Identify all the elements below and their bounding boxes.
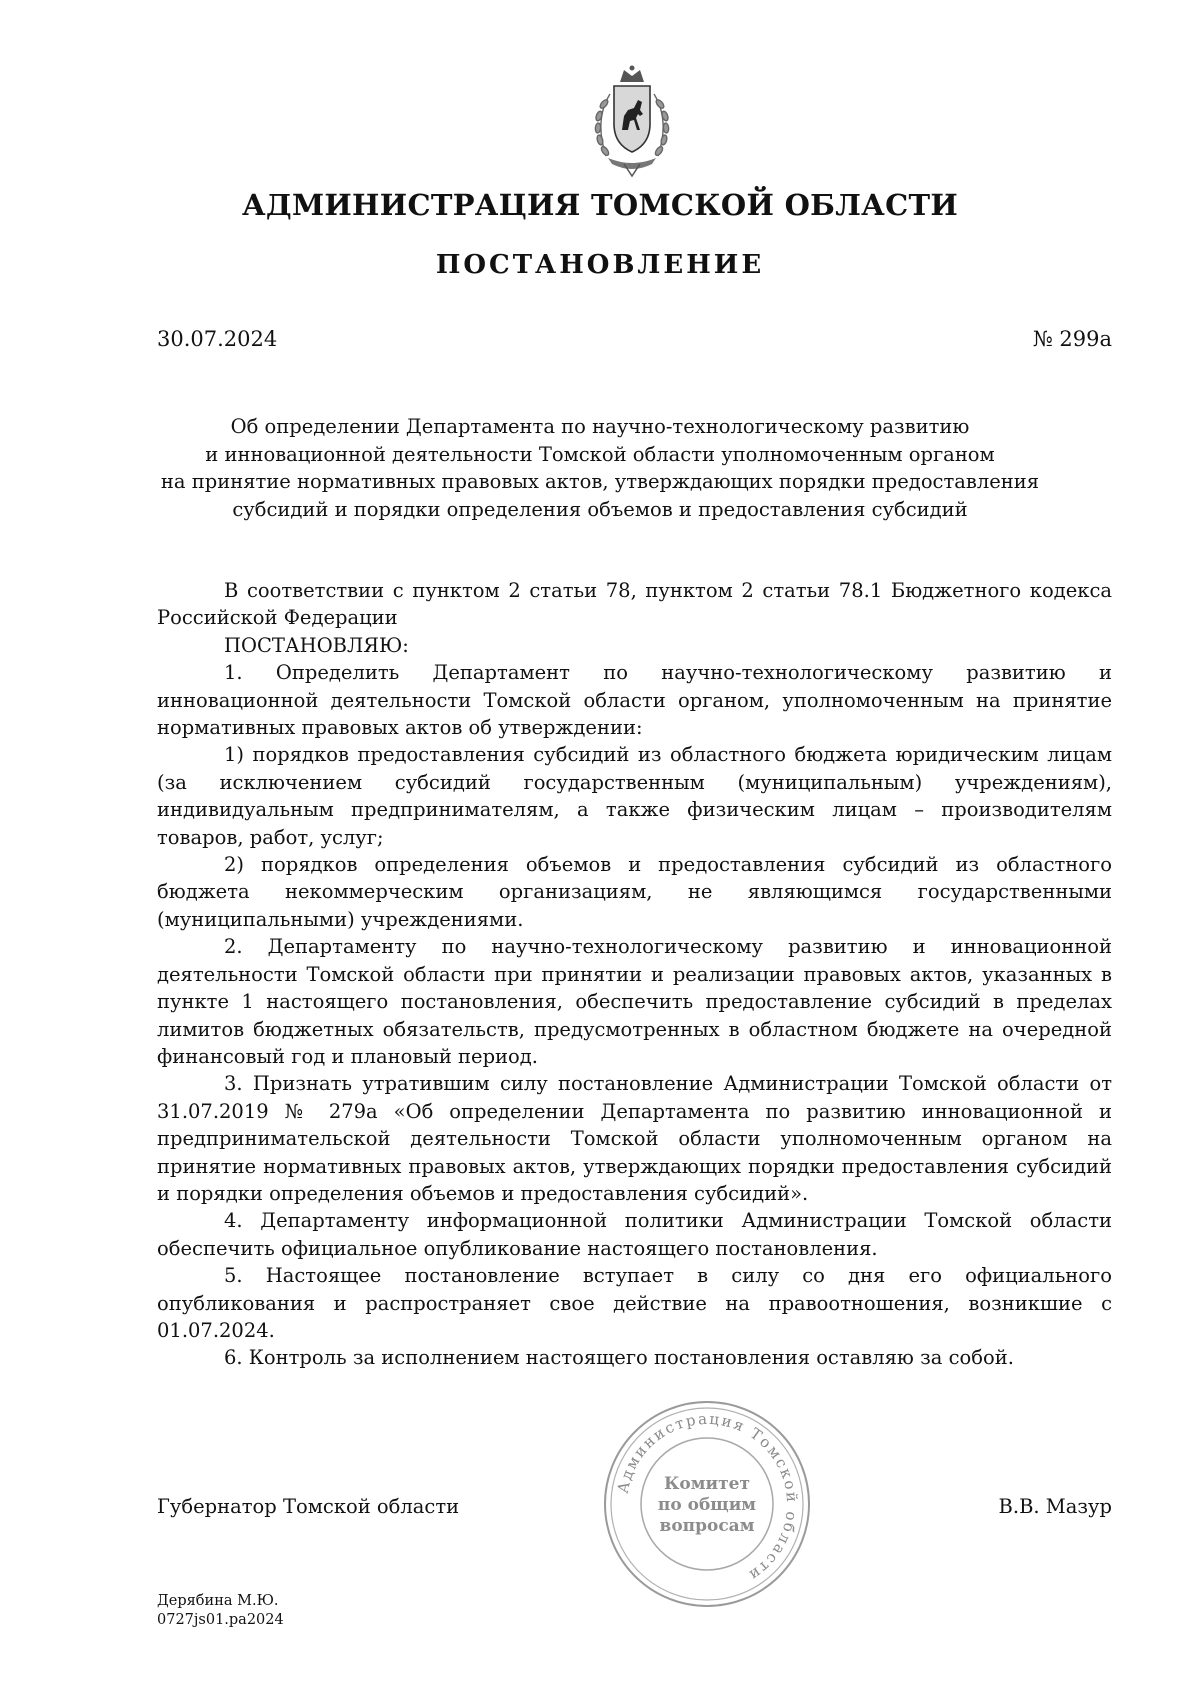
title-line: на принятие нормативных правовых актов, утверждающих порядки предоставления	[160, 470, 1040, 493]
signatory-name: В.В. Мазур	[998, 1495, 1112, 1518]
official-stamp	[601, 1398, 813, 1610]
resolve-keyword: ПОСТАНОВЛЯЮ:	[224, 633, 409, 657]
preamble-paragraph: В соответствии с пунктом 2 статьи 78, пунктом 2 статьи 78.1 Бюджетного кодекса Российской Федерации	[157, 579, 1112, 630]
stamp-center-line: по общим	[657, 1495, 757, 1515]
title-line: субсидий и порядки определения объемов и предоставления субсидий	[232, 497, 968, 521]
clause-2: 2. Департаменту по научно-технологическому развитию и инновационной деятельности Томской области при принятии и реализации правовых актов, указанных в пункте 1 настоящего постановления, обеспечить предоставление субсидий в пределах лимитов бюджетных обязательств, предусмотренных в областном бюджете на очередной финансовый год и плановый период.	[157, 935, 1112, 1068]
clause-1-subitem-1: 1) порядков предоставления субсидий из областного бюджета юридическим лицам (за исключением субсидий государственным (муниципальным) учреждениям), индивидуальным предпринимателям, а также физическим лицам – производителям товаров, работ, услуг;	[157, 743, 1112, 849]
title-line: и инновационной деятельности Томской области уполномоченным органом	[205, 442, 995, 466]
organization-heading: АДМИНИСТРАЦИЯ ТОМСКОЙ ОБЛАСТИ	[241, 188, 959, 222]
file-code: 0727js01.pa2024	[157, 1612, 284, 1628]
signatory-position: Губернатор Томской области	[157, 1495, 460, 1518]
document-footer	[157, 1592, 284, 1630]
document-body	[157, 577, 1112, 1372]
clause-4: 4. Департаменту информационной политики Администрации Томской области обеспечить официальное опубликование настоящего постановления.	[157, 1209, 1112, 1260]
clause-5: 5. Настоящее постановление вступает в силу со дня его официального опубликования и распространяет свое действие на правоотношения, возникшие с 01.07.2024.	[157, 1264, 1112, 1342]
coat-of-arms-emblem	[580, 64, 684, 178]
document-number: № 299а	[1032, 327, 1112, 351]
document-title	[150, 413, 1050, 523]
stamp-ring-text: Администрация Томской области	[613, 1409, 802, 1586]
clause-3: 3. Признать утратившим силу постановление Администрации Томской области от 31.07.2019 № 279а «Об определении Департамента по развитию инновационной и предпринимательской деятельности Томской области уполномоченным органом на принятие нормативных правовых актов, утверждающих порядки предоставления субсидий и порядки определения объемов и предоставления субсидий».	[157, 1072, 1112, 1205]
clause-1: 1. Определить Департамент по научно-технологическому развитию и инновационной деятельности Томской области органом, уполномоченным на принятие нормативных правовых актов об утверждении:	[157, 661, 1112, 740]
document-type-heading: ПОСТАНОВЛЕНИЕ	[435, 250, 765, 280]
clause-1-subitem-2: 2) порядков определения объемов и предоставления субсидий из областного бюджета некоммерческим организациям, не являющимся государственными (муниципальными) учреждениями.	[157, 853, 1112, 931]
title-line: Об определении Департамента по научно-технологическому развитию	[230, 415, 970, 438]
document-date: 30.07.2024	[157, 327, 278, 351]
stamp-center-line: Комитет	[663, 1474, 751, 1494]
executor-name: Дерябина М.Ю.	[157, 1593, 279, 1609]
clause-6: 6. Контроль за исполнением настоящего постановления оставляю за собой.	[224, 1346, 1014, 1370]
stamp-center-line: вопросам	[659, 1516, 755, 1536]
